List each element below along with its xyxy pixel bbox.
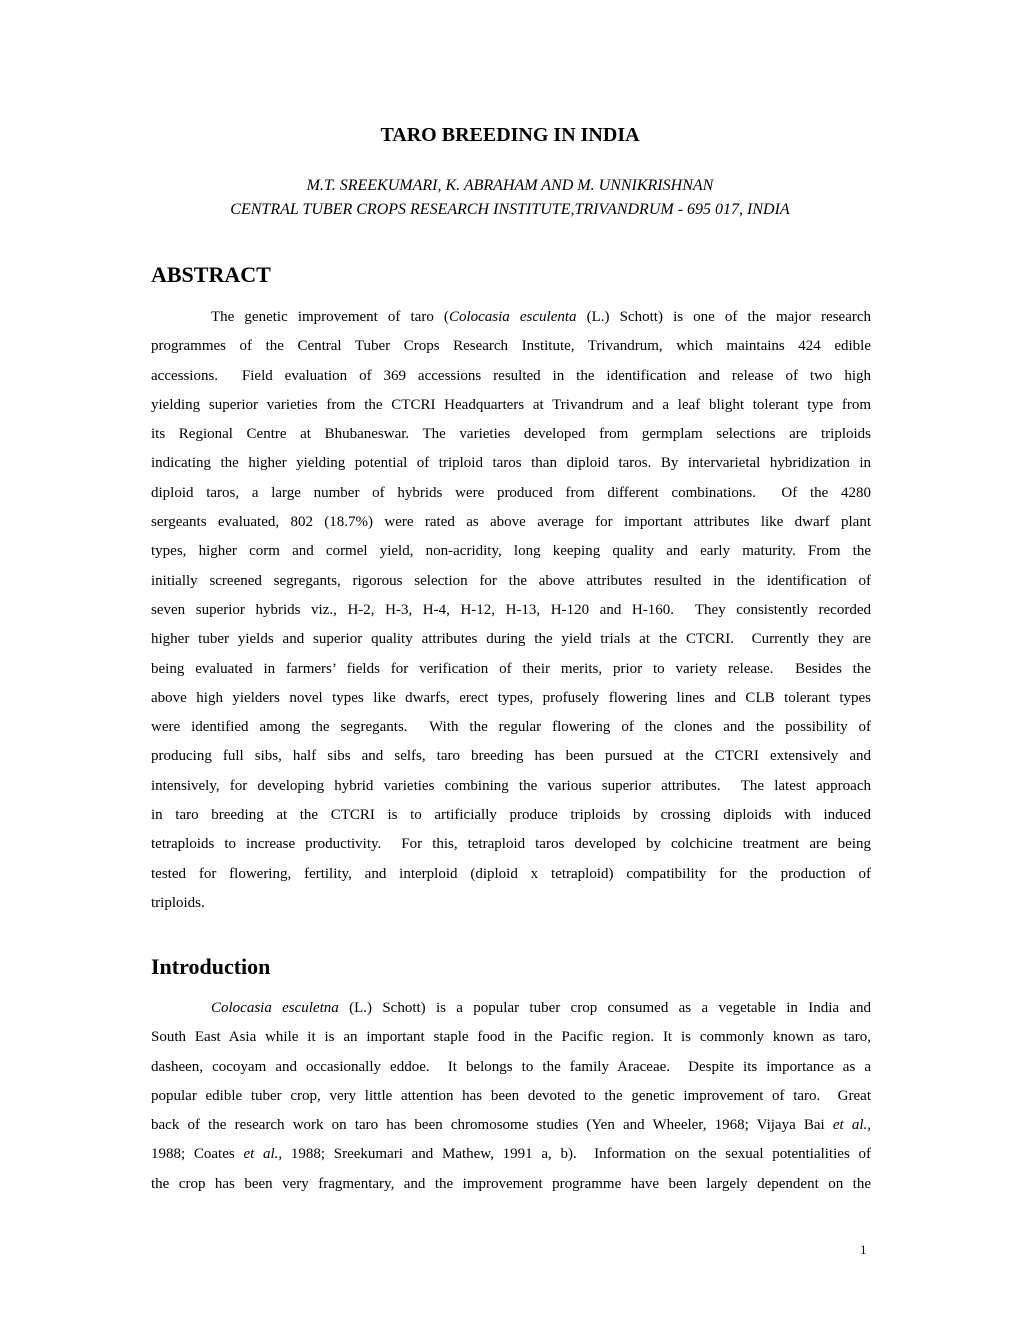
text-line [151, 1023, 871, 1052]
text-segment: triploids. [151, 894, 205, 911]
text-line [151, 362, 871, 391]
text-segment: tested for flowering, fertility, and interploid (diploid x tetraploid) compatibility for the production of [151, 865, 871, 882]
text-line [151, 479, 871, 508]
authors: M.T. SREEKUMARI, K. ABRAHAM AND M. UNNIKRISHNAN [306, 177, 714, 194]
text-segment: producing full sibs, half sibs and selfs, taro breeding has been pursued at the CTCRI extensively and [151, 748, 871, 765]
text-segment: tetraploids to increase productivity. For this, tetraploid taros developed by colchicine treatment are being [151, 836, 871, 853]
text-segment: popular edible tuber crop, very little attention has been devoted to the genetic improvement of taro. Great [151, 1087, 871, 1104]
text-segment: above high yielders novel types like dwarfs, erect types, profusely flowering lines and CLB tolerant types [151, 689, 871, 706]
text-line [151, 684, 871, 713]
text-line [151, 420, 871, 449]
text-segment: were identified among the segregants. With the regular flowering of the clones and the possibility of [151, 719, 871, 736]
text-line [151, 1111, 871, 1140]
text-segment: diploid taros, a large number of hybrids were produced from different combinations. Of the 4280 [151, 484, 871, 501]
text-segment: indicating the higher yielding potential of triploid taros than diploid taros. By intervarietal hybridization in [151, 455, 871, 472]
text-segment: South East Asia while it is an important staple food in the Pacific region. It is commonly known as taro, [151, 1029, 871, 1046]
introduction-paragraph [151, 994, 871, 1199]
text-segment: seven superior hybrids viz., H-2, H-3, H-4, H-12, H-13, H-120 and H-160. They consistently recorded [151, 601, 871, 618]
text-line [151, 391, 871, 420]
text-line [151, 303, 871, 332]
affiliation: CENTRAL TUBER CROPS RESEARCH INSTITUTE,TRIVANDRUM - 695 017, INDIA [230, 201, 790, 218]
document-title: TARO BREEDING IN INDIA [380, 124, 640, 146]
text-line [151, 1170, 871, 1199]
text-line [151, 449, 871, 478]
text-segment: types, higher corm and cormel yield, non-acridity, long keeping quality and early maturity. From the [151, 543, 871, 560]
text-line [151, 994, 871, 1023]
text-line [151, 508, 871, 537]
text-segment: , 1988; Sreekumari and Mathew, 1991 a, b). Information on the sexual potentialities of [278, 1146, 871, 1163]
text-line [151, 1140, 871, 1169]
introduction-heading: Introduction [151, 954, 271, 979]
text-line [151, 801, 871, 830]
text-line [151, 1082, 871, 1111]
text-segment: intensively, for developing hybrid varieties combining the various superior attributes. The latest approach [151, 777, 871, 794]
text-line [151, 655, 871, 684]
text-line [151, 713, 871, 742]
text-segment: The genetic improvement of taro ( [211, 309, 449, 325]
italic-text: Colocasia esculetna [211, 1000, 339, 1016]
text-line [151, 772, 871, 801]
text-segment: initially screened segregants, rigorous selection for the above attributes resulted in the identification of [151, 572, 871, 589]
text-segment: dasheen, cocoyam and occasionally eddoe. It belongs to the family Araceae. Despite its importance as a [151, 1058, 871, 1075]
text-segment: back of the research work on taro has been chromosome studies (Yen and Wheeler, 1968; Vijaya Bai [151, 1117, 833, 1134]
text-line [151, 625, 871, 654]
text-line [151, 830, 871, 859]
italic-text: Colocasia esculenta [448, 309, 577, 325]
text-line [151, 1053, 871, 1082]
abstract-heading: ABSTRACT [151, 262, 271, 287]
text-line [151, 537, 871, 566]
text-segment: yielding superior varieties from the CTCRI Headquarters at Trivandrum and a leaf blight tolerant type from [151, 396, 871, 413]
text-segment: the crop has been very fragmentary, and the improvement programme have been largely dependent on the [151, 1175, 871, 1192]
text-segment: (L.) Schott) is one of the major research [576, 309, 872, 325]
text-segment: higher tuber yields and superior quality attributes during the yield trials at the CTCRI. Currently they are [151, 631, 871, 648]
text-segment: , [867, 1117, 872, 1134]
italic-text: et al. [832, 1117, 868, 1134]
text-line [151, 742, 871, 771]
italic-text: et al. [243, 1146, 279, 1163]
text-segment: (L.) Schott) is a popular tuber crop consumed as a vegetable in India and [338, 1000, 871, 1016]
text-segment: in taro breeding at the CTCRI is to artificially produce triploids by crossing diploids with induced [151, 807, 871, 824]
text-line [151, 332, 871, 361]
text-segment: being evaluated in farmers’ fields for verification of their merits, prior to variety release. Besides the [151, 660, 871, 677]
text-segment: programmes of the Central Tuber Crops Research Institute, Trivandrum, which maintains 424 edible [151, 338, 871, 355]
abstract-paragraph [151, 303, 871, 918]
text-segment: 1988; Coates [151, 1146, 244, 1163]
text-segment: sergeants evaluated, 802 (18.7%) were rated as above average for important attributes like dwarf plant [151, 514, 871, 531]
text-segment: its Regional Centre at Bhubaneswar. The varieties developed from germplam selections are triploids [151, 426, 871, 443]
page-number: 1 [860, 1242, 867, 1257]
text-segment: accessions. Field evaluation of 369 accessions resulted in the identification and release of two high [151, 367, 871, 384]
text-line [151, 889, 871, 918]
text-line [151, 860, 871, 889]
text-line [151, 596, 871, 625]
text-line [151, 567, 871, 596]
